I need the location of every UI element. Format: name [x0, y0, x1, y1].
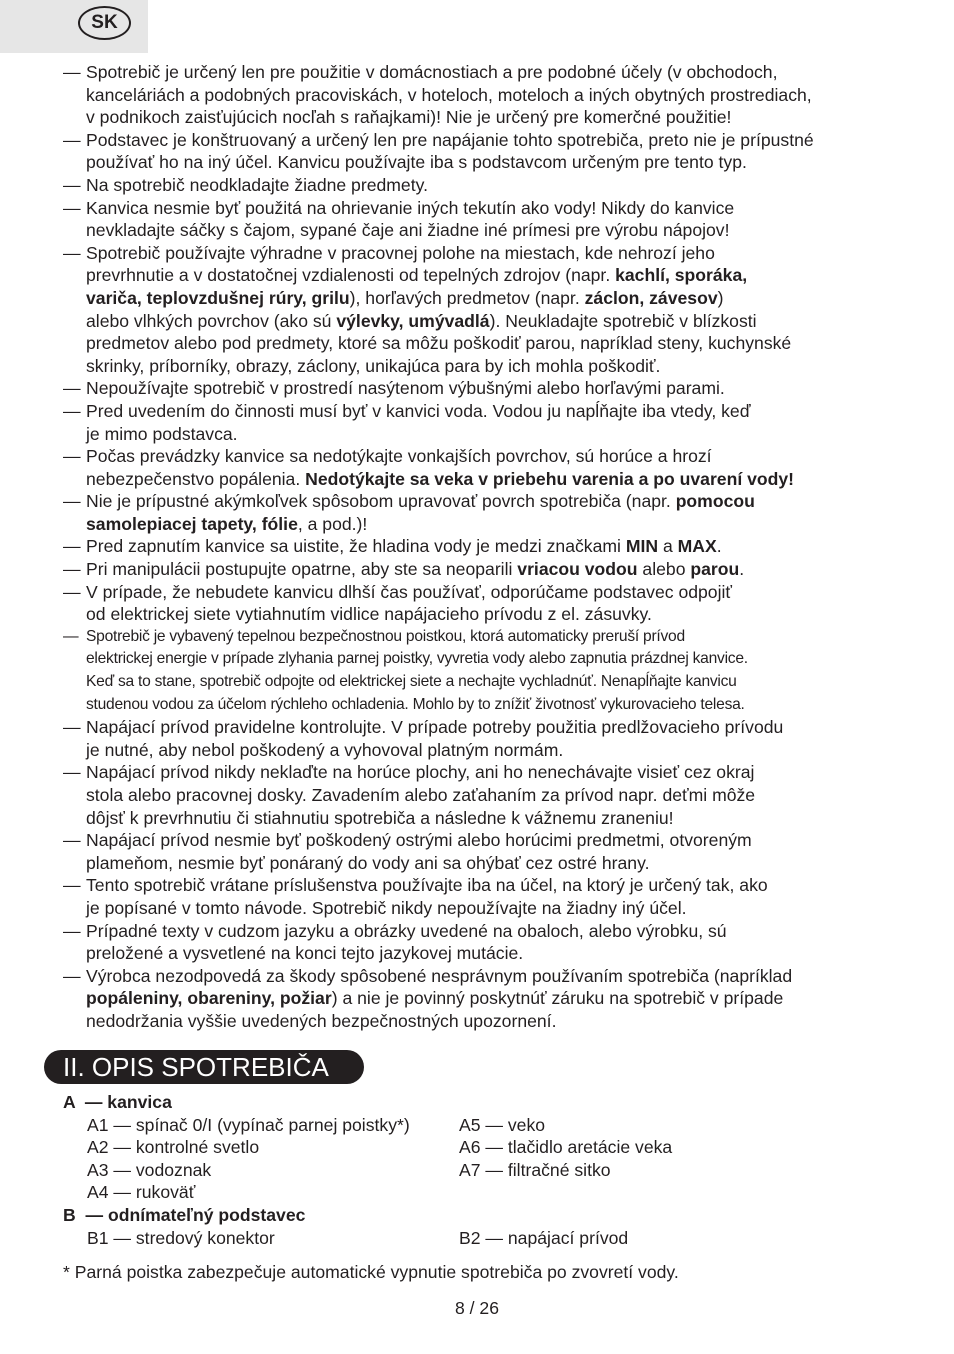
footnote: * Parná poistka zabezpečuje automatické vypnutie spotrebiča po zvovretí vody. [63, 1262, 679, 1282]
text: . [716, 536, 722, 557]
text: a [658, 536, 678, 557]
text: nebezpečenstvo popálenia. [86, 468, 306, 489]
text: nedodržania vyššie uvedených bezpečnostných upozornení. [86, 1010, 557, 1031]
text: Napájací prívod nesmie byť poškodený ostrými alebo horúcimi predmetmi, otvoreným [86, 830, 752, 851]
part-item: A3 — vodoznak [87, 1159, 212, 1180]
bold-text: variča, teplovzdušnej rúry, grilu [86, 287, 350, 308]
text: Podstavec je konštruovaný a určený len pre napájanie tohto spotrebiča, preto nie je prípustné [86, 129, 814, 150]
text: , a pod.)! [297, 513, 368, 534]
part-row [63, 1227, 933, 1250]
bullet-item [63, 490, 933, 535]
bullet-dash: — [63, 491, 81, 512]
bullet-dash: — [63, 830, 81, 851]
bold-text: parou [690, 559, 740, 580]
part-item: A4 — rukoväť [87, 1182, 196, 1203]
bullet-dash: — [63, 627, 79, 645]
text: dôjsť k prevrhnutiu či stiahnutiu spotrebiča a následne k vážnemu zraneniu! [86, 807, 674, 828]
text: ), horľavých predmetov (napr. [349, 287, 585, 308]
bullet-dash: — [63, 581, 81, 602]
text: Na spotrebič neodkladajte žiadne predmety. [86, 174, 428, 195]
bullet-item [63, 174, 933, 197]
bullet-item [63, 626, 933, 716]
bold-text: výlevky, umývadlá [336, 310, 490, 331]
bullet-dash: — [63, 400, 81, 421]
text: ) [717, 287, 724, 308]
bold-text: pomocou [675, 491, 755, 512]
part-item: A6 — tlačidlo aretácie veka [459, 1137, 673, 1158]
text: kanceláriách a podobných pracoviskách, v hoteloch, moteloch a iných obytných prostrediach, [86, 84, 812, 105]
text: v podnikoch zaisťujúcich nocľah s raňajkami)! Nie je určený pre komerčné použitie! [86, 107, 732, 128]
text: používať ho na iný účel. Kanvicu používajte iba s podstavcom určeným pre tento typ. [86, 152, 747, 173]
text: elektrickej energie v prípade zlyhania parnej poistky, vyvretia vody alebo zapnutia prázdnej kanvice. [86, 650, 748, 668]
part-item: A2 — kontrolné svetlo [87, 1137, 260, 1158]
bullet-item [63, 61, 933, 129]
text: studenou vodou za účelom rýchleho ochladenia. Mohlo by to znížiť životnosť vykurovacieho telesa. [86, 695, 745, 713]
text: . [739, 559, 745, 580]
text: Pri manipulácii postupujte opatrne, aby ste sa neoparili [86, 559, 518, 580]
language-badge: SK [78, 6, 131, 40]
bullet-item [63, 920, 933, 965]
bold-text: popáleniny, obareniny, požiar [86, 988, 332, 1009]
bullet-item [63, 829, 933, 874]
part-row [63, 1159, 933, 1182]
text: nevkladajte sáčky s čajom, sypané čaje ani žiadne iné prímesi pre výrobu nápojov! [86, 220, 730, 241]
bold-text: MAX [677, 536, 717, 557]
text: je mimo podstavca. [86, 423, 238, 444]
text: Kanvica nesmie byť použitá na ohrievanie iných tekutín ako vody! Nikdy do kanvice [86, 197, 735, 218]
bullet-item [63, 535, 933, 558]
part-item: A7 — filtračné sitko [459, 1159, 611, 1180]
bullet-item [63, 129, 933, 174]
text: Nepoužívajte spotrebič v prostredí nasýtenom výbušnými alebo horľavými parami. [86, 378, 725, 399]
bold-text: MIN [625, 536, 659, 557]
bullet-item [63, 716, 933, 761]
text: Keď sa to stane, spotrebič odpojte od elektrickej siete a nechajte vychladnúť. Nenapĺňajte kanvicu [86, 673, 737, 691]
bullet-dash: — [63, 197, 81, 218]
text: Spotrebič je vybavený tepelnou bezpečnostnou poistkou, ktorá automaticky preruší prívod [86, 627, 685, 645]
text: od elektrickej siete vytiahnutím vidlice napájacieho prívodu z el. zásuvky. [86, 604, 652, 625]
part-group-title: B — odnímateľný podstavec [63, 1204, 306, 1225]
text: alebo vlhkých povrchov (ako sú [86, 310, 337, 331]
text: skrinky, príborníky, obrazy, záclony, unikajúca para by ich mohla poškodiť. [86, 355, 661, 376]
text: Pred zapnutím kanvice sa uistite, že hladina vody je medzi značkami [86, 536, 626, 557]
bullet-dash: — [63, 762, 81, 783]
bullet-dash: — [63, 559, 81, 580]
text: Prípadné texty v cudzom jazyku a obrázky uvedené na obaloch, alebo výrobku, sú [86, 920, 727, 941]
part-row [63, 1181, 933, 1204]
parts-list [63, 1091, 933, 1249]
bullet-item [63, 377, 933, 400]
bullet-item [63, 445, 933, 490]
bullet-item [63, 400, 933, 445]
bullet-dash: — [63, 875, 81, 896]
part-item: B1 — stredový konektor [87, 1227, 275, 1248]
text: plameňom, nesmie byť ponáraný do vody ani sa ohýbať cez ostré hrany. [86, 852, 650, 873]
section-heading: II. OPIS SPOTREBIČA [44, 1050, 364, 1084]
bullet-item [63, 581, 933, 626]
bullet-dash: — [63, 446, 81, 467]
part-group-title: A — kanvica [63, 1092, 172, 1112]
text: je popísané v tomto návode. Spotrebič nikdy nepoužívajte na žiadny iný účel. [86, 897, 687, 918]
part-item: B2 — napájací prívod [459, 1227, 629, 1248]
text: Tento spotrebič vrátane príslušenstva používajte iba na účel, na ktorý je určený tak, ako [86, 875, 768, 896]
safety-instructions-list [63, 61, 933, 1033]
bullet-dash: — [63, 174, 81, 195]
text: V prípade, že nebudete kanvicu dlhší čas používať, odporúčame podstavec odpojiť [86, 581, 733, 602]
text: preložené a vysvetlené na konci tejto jazykovej mutácie. [86, 943, 524, 964]
part-item: A5 — veko [459, 1114, 546, 1135]
text: Počas prevádzky kanvice sa nedotýkajte vonkajších povrchov, sú horúce a hrozí [86, 446, 712, 467]
text: Spotrebič používajte výhradne v pracovnej polohe na miestach, kde nehrozí jeho [86, 242, 715, 263]
bullet-dash: — [63, 62, 81, 82]
text: je nutné, aby nebol poškodený a vyhovoval platným normám. [86, 739, 564, 760]
bullet-item [63, 874, 933, 919]
bullet-item [63, 558, 933, 581]
bold-text: samolepiacej tapety, fólie [86, 513, 298, 534]
text: Napájací prívod pravidelne kontrolujte. V prípade potreby použitia predlžovacieho prívodu [86, 717, 784, 738]
page-number: 8 / 26 [454, 1298, 500, 1318]
text: Napájací prívod nikdy neklaďte na horúce plochy, ani ho nenechávajte visieť cez okraj [86, 762, 755, 783]
bullet-dash: — [63, 717, 81, 738]
bold-text: záclon, závesov [584, 287, 718, 308]
part-row [63, 1136, 933, 1159]
text: Výrobca nezodpovedá za škody spôsobené nesprávnym používaním spotrebiča (napríklad [86, 965, 793, 986]
bullet-dash: — [63, 378, 81, 399]
part-row [63, 1114, 933, 1137]
text: Spotrebič je určený len pre použitie v domácnostiach a pre podobné účely (v obchodoch, [86, 62, 778, 82]
text: stola alebo pracovnej dosky. Zavadením alebo zaťahaním za prívod napr. deťmi môže [86, 785, 756, 805]
text: ). Neukladajte spotrebič v blízkosti [489, 310, 757, 331]
bullet-dash: — [63, 965, 81, 986]
part-item: A1 — spínač 0/I (vypínač parnej poistky*) [87, 1114, 410, 1135]
bold-text: Nedotýkajte sa veka v priebehu varenia a po uvarení vody! [305, 468, 795, 489]
bold-text: kachlí, sporáka, [615, 265, 748, 286]
text: predmetov alebo pod predmety, ktoré sa môžu poškodiť parou, napríklad steny, kuchynské [86, 333, 792, 354]
bullet-dash: — [63, 536, 81, 557]
bullet-item [63, 197, 933, 242]
text: alebo [637, 559, 691, 580]
text: ) a nie je povinný poskytnúť záruku na spotrebič v prípade [331, 988, 784, 1009]
bullet-item [63, 242, 933, 378]
text: Pred uvedením do činnosti musí byť v kanvici voda. Vodou ju napĺňajte iba vtedy, keď [86, 400, 751, 421]
bullet-item [63, 761, 933, 829]
bullet-dash: — [63, 242, 81, 263]
bullet-dash: — [63, 920, 81, 941]
bold-text: vriacou vodou [517, 559, 638, 580]
text: prevrhnutie a v dostatočnej vzdialenosti od tepelných zdrojov (napr. [86, 265, 616, 286]
bullet-dash: — [63, 129, 81, 150]
text: Nie je prípustné akýmkoľvek spôsobom upravovať povrch spotrebiča (napr. [86, 491, 676, 512]
bullet-item [63, 965, 933, 1033]
